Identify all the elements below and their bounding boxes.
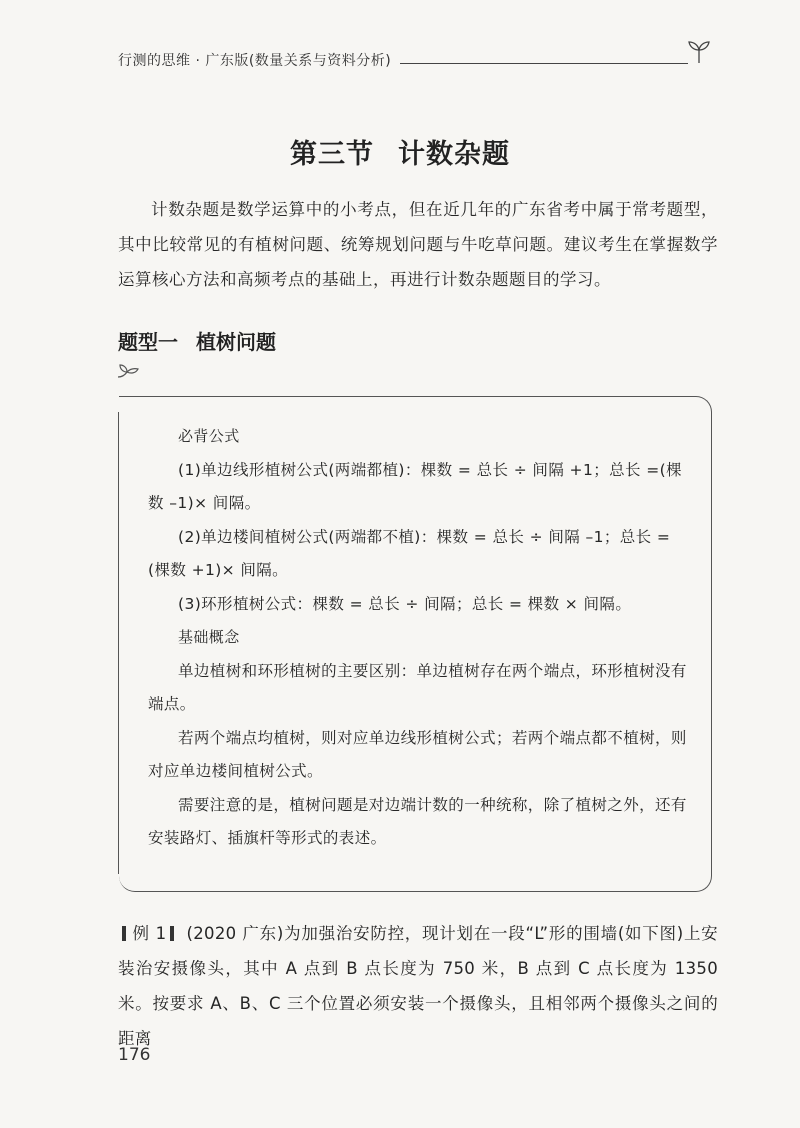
- formula-2: (2)单边楼间植树公式(两端都不植)：棵数 = 总长 ÷ 间隔 –1；总长 =(棵数 +1)× 间隔。: [148, 527, 671, 579]
- running-title: 行测的思维 · 广东版(数量关系与资料分析): [118, 53, 392, 69]
- page-number: 176: [118, 1045, 151, 1065]
- example-mark-right: [170, 926, 174, 941]
- example-label: 例 1: [132, 924, 167, 943]
- example-text: (2020 广东)为加强治安防控，现计划在一段“L”形的围墙(如下图)上安装治安摄像头，其中 A 点到 B 点长度为 750 米，B 点到 C 点长度为 1350 米。按要求 A、B、C 三个位置必须安装一个摄像头，且相邻两个摄像头之间的距离: [118, 924, 718, 1048]
- concept-1: 单边植树和环形植树的主要区别：单边植树存在两个端点，环形植树没有端点。: [148, 661, 687, 713]
- formula-3: (3)环形植树公式：棵数 = 总长 ÷ 间隔；总长 = 棵数 × 间隔。: [178, 594, 632, 613]
- section-name: 计数杂题: [398, 139, 510, 170]
- concept-label: 基础概念: [178, 628, 240, 646]
- concept-2: 若两个端点均植树，则对应单边线形植树公式；若两个端点都不植树，则对应单边楼间植树公式。: [148, 728, 687, 780]
- formula-1: (1)单边线形植树公式(两端都植)：棵数 = 总长 ÷ 间隔 +1；总长 =(棵数 –1)× 间隔。: [148, 460, 682, 512]
- running-header: [118, 50, 718, 74]
- concept-3: 需要注意的是，植树问题是对边端计数的一种统称，除了植树之外，还有安装路灯、插旗杆等形式的表述。: [148, 795, 687, 847]
- type-title: 植树问题: [196, 330, 276, 354]
- sprout-icon: [686, 38, 712, 64]
- header-rule: [400, 63, 688, 64]
- section-title: [0, 132, 800, 171]
- type-heading: [118, 326, 276, 355]
- section-number: 第三节: [290, 139, 374, 170]
- formula-box: [148, 420, 688, 856]
- example-mark-left: [122, 926, 126, 941]
- formula-box-left-rule: [118, 412, 119, 874]
- formula-label: 必背公式: [178, 427, 240, 445]
- intro-paragraph: 计数杂题是数学运算中的小考点，但在近几年的广东省考中属于常考题型，其中比较常见的有植树问题、统筹规划问题与牛吃草问题。建议考生在掌握数学运算核心方法和高频考点的基础上，再进行计数杂题题目的学习。: [118, 200, 718, 289]
- small-sprout-icon: [116, 363, 142, 383]
- example-1: [118, 916, 718, 1056]
- type-label: 题型一: [118, 330, 178, 354]
